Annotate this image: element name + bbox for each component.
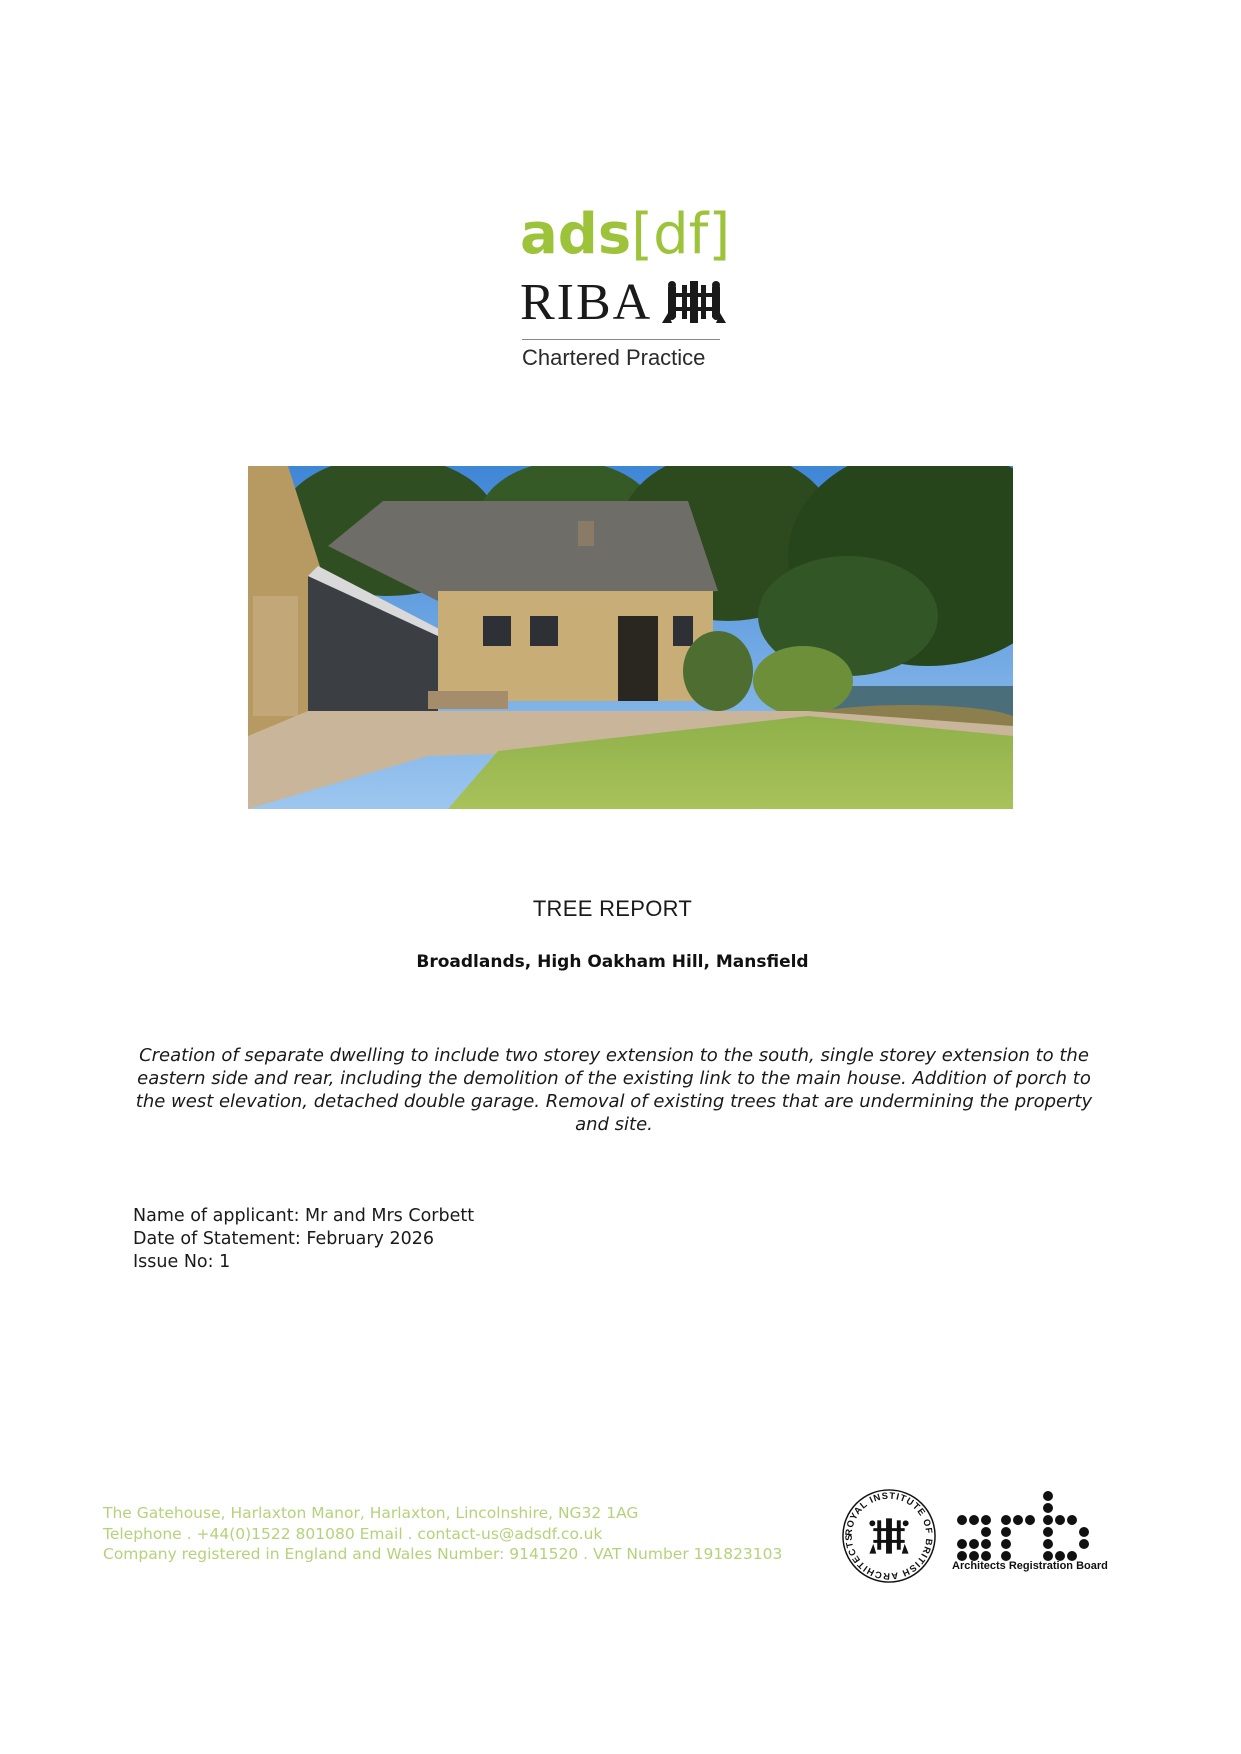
footer-address: The Gatehouse, Harlaxton Manor, Harlaxton, Lincolnshire, NG32 1AG (103, 1504, 639, 1522)
footer-telephone-email: Telephone . +44(0)1522 801080 Email . contact-us@adsdf.co.uk (103, 1524, 603, 1543)
issue-number: Issue No: 1 (133, 1252, 231, 1272)
report-title: TREE REPORT (532, 896, 693, 921)
riba-seal-icon (840, 1487, 938, 1585)
riba-wordmark: RIBA (520, 274, 653, 331)
statement-date: Date of Statement: February 2026 (133, 1229, 435, 1249)
df-text: [df] (631, 202, 731, 267)
arb-logo-icon (950, 1490, 1100, 1570)
project-description: Creation of separate dwelling to include two storey extension to the south, single storey extension to the eastern side and rear, including the demolition of the existing link to the main house. Addition of porch to the west elevation, detached double garage. Removal of existing trees that are undermining the property and site. (135, 1045, 1093, 1135)
ads-df-wordmark (520, 202, 731, 267)
company-logo (520, 202, 735, 375)
chartered-practice-label: Chartered Practice (522, 345, 706, 370)
logo-divider (522, 339, 720, 340)
applicant-name: Name of applicant: Mr and Mrs Corbett (133, 1206, 475, 1226)
riba-lions-icon (662, 279, 726, 325)
svg-text:ROYAL INSTITUTE OF BRITISH ARC: ROYAL INSTITUTE OF BRITISH ARCHITECTS (843, 1490, 935, 1582)
footer-company-registration: Company registered in England and Wales Number: 9141520 . VAT Number 191823103 (103, 1545, 783, 1563)
site-address: Broadlands, High Oakham Hill, Mansfield (416, 952, 809, 972)
arb-caption: Architects Registration Board (952, 1560, 1108, 1572)
statement-details (133, 1205, 474, 1274)
property-photo (248, 466, 1013, 809)
footer-contact (103, 1503, 782, 1565)
house-photo-image (248, 466, 1013, 809)
ads-text: ads (520, 202, 632, 267)
